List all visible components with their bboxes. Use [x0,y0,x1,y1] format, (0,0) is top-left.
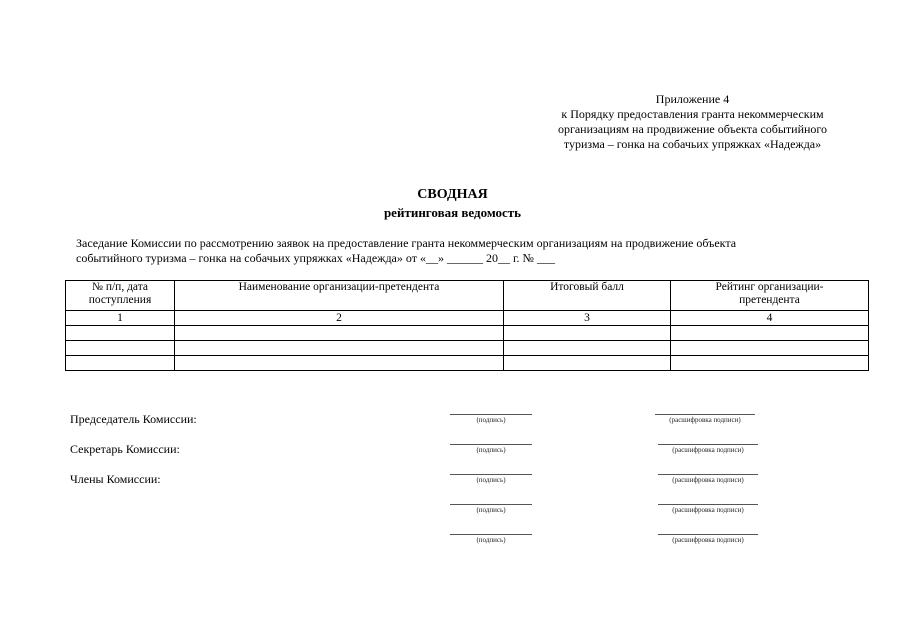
table-cell[interactable] [66,356,175,371]
table-row [66,356,869,371]
signature-caption: (подпись) [476,506,506,514]
decode-caption: (расшифровка подписи) [672,506,744,514]
signature-caption: (подпись) [476,446,506,454]
document-title: СВОДНАЯ [417,187,488,202]
column-number: 2 [175,311,504,326]
header-cell-total-score: Итоговый балл [504,281,671,311]
table-cell[interactable] [175,341,504,356]
decode-line[interactable] [658,444,758,445]
intro-line: Заседание Комиссии по рассмотрению заявок на предоставление гранта некоммерческим организациям на продвижение объекта [76,236,737,250]
table-cell[interactable] [175,326,504,341]
table-cell[interactable] [671,341,869,356]
header-cell-organization-name: Наименование организации-претендента [175,281,504,311]
intro-line: событийного туризма – гонка на собачьих упряжках «Надежда» от «__» ______ 20__ г. № ___ [76,251,555,265]
signature-line[interactable] [450,414,532,415]
appendix-line: к Порядку предоставления гранта некоммерческим [561,107,824,121]
column-number: 4 [671,311,869,326]
appendix-line: организациям на продвижение объекта событийного [557,122,828,136]
appendix-line: туризма – гонка на собачьих упряжках «Надежда» [563,137,822,151]
table-row [66,341,869,356]
table-cell[interactable] [671,326,869,341]
meeting-intro [76,236,836,266]
signature-caption: (подпись) [476,536,506,544]
decode-caption: (расшифровка подписи) [672,446,744,454]
appendix-note [520,92,865,152]
decode-line[interactable] [658,504,758,505]
signature-line[interactable] [450,444,532,445]
table-cell[interactable] [66,326,175,341]
table-row [66,326,869,341]
table-cell[interactable] [671,356,869,371]
decode-caption: (расшифровка подписи) [669,416,741,424]
table-cell[interactable] [504,356,671,371]
signature-line[interactable] [450,474,532,475]
table-cell[interactable] [175,356,504,371]
signature-caption: (подпись) [476,476,506,484]
table-header-row [66,281,869,311]
column-number: 1 [66,311,175,326]
signature-line[interactable] [450,504,532,505]
document-subtitle: рейтинговая ведомость [383,205,522,220]
decode-caption: (расшифровка подписи) [672,476,744,484]
header-cell-number-date: № п/п, дата поступления [66,281,175,311]
column-number-row [66,311,869,326]
decode-line[interactable] [658,534,758,535]
decode-line[interactable] [658,474,758,475]
decode-caption: (расшифровка подписи) [672,536,744,544]
header-cell-rating: Рейтинг организации- претендента [671,281,869,311]
table-cell[interactable] [66,341,175,356]
members-label: Члены Комиссии: [70,472,161,486]
table-cell[interactable] [504,326,671,341]
decode-line[interactable] [655,414,755,415]
signature-line[interactable] [450,534,532,535]
rating-table [65,280,869,371]
column-number: 3 [504,311,671,326]
table-cell[interactable] [504,341,671,356]
secretary-label: Секретарь Комиссии: [70,442,180,456]
signature-caption: (подпись) [476,416,506,424]
chairman-label: Председатель Комиссии: [70,412,197,426]
appendix-line: Приложение 4 [655,92,730,106]
